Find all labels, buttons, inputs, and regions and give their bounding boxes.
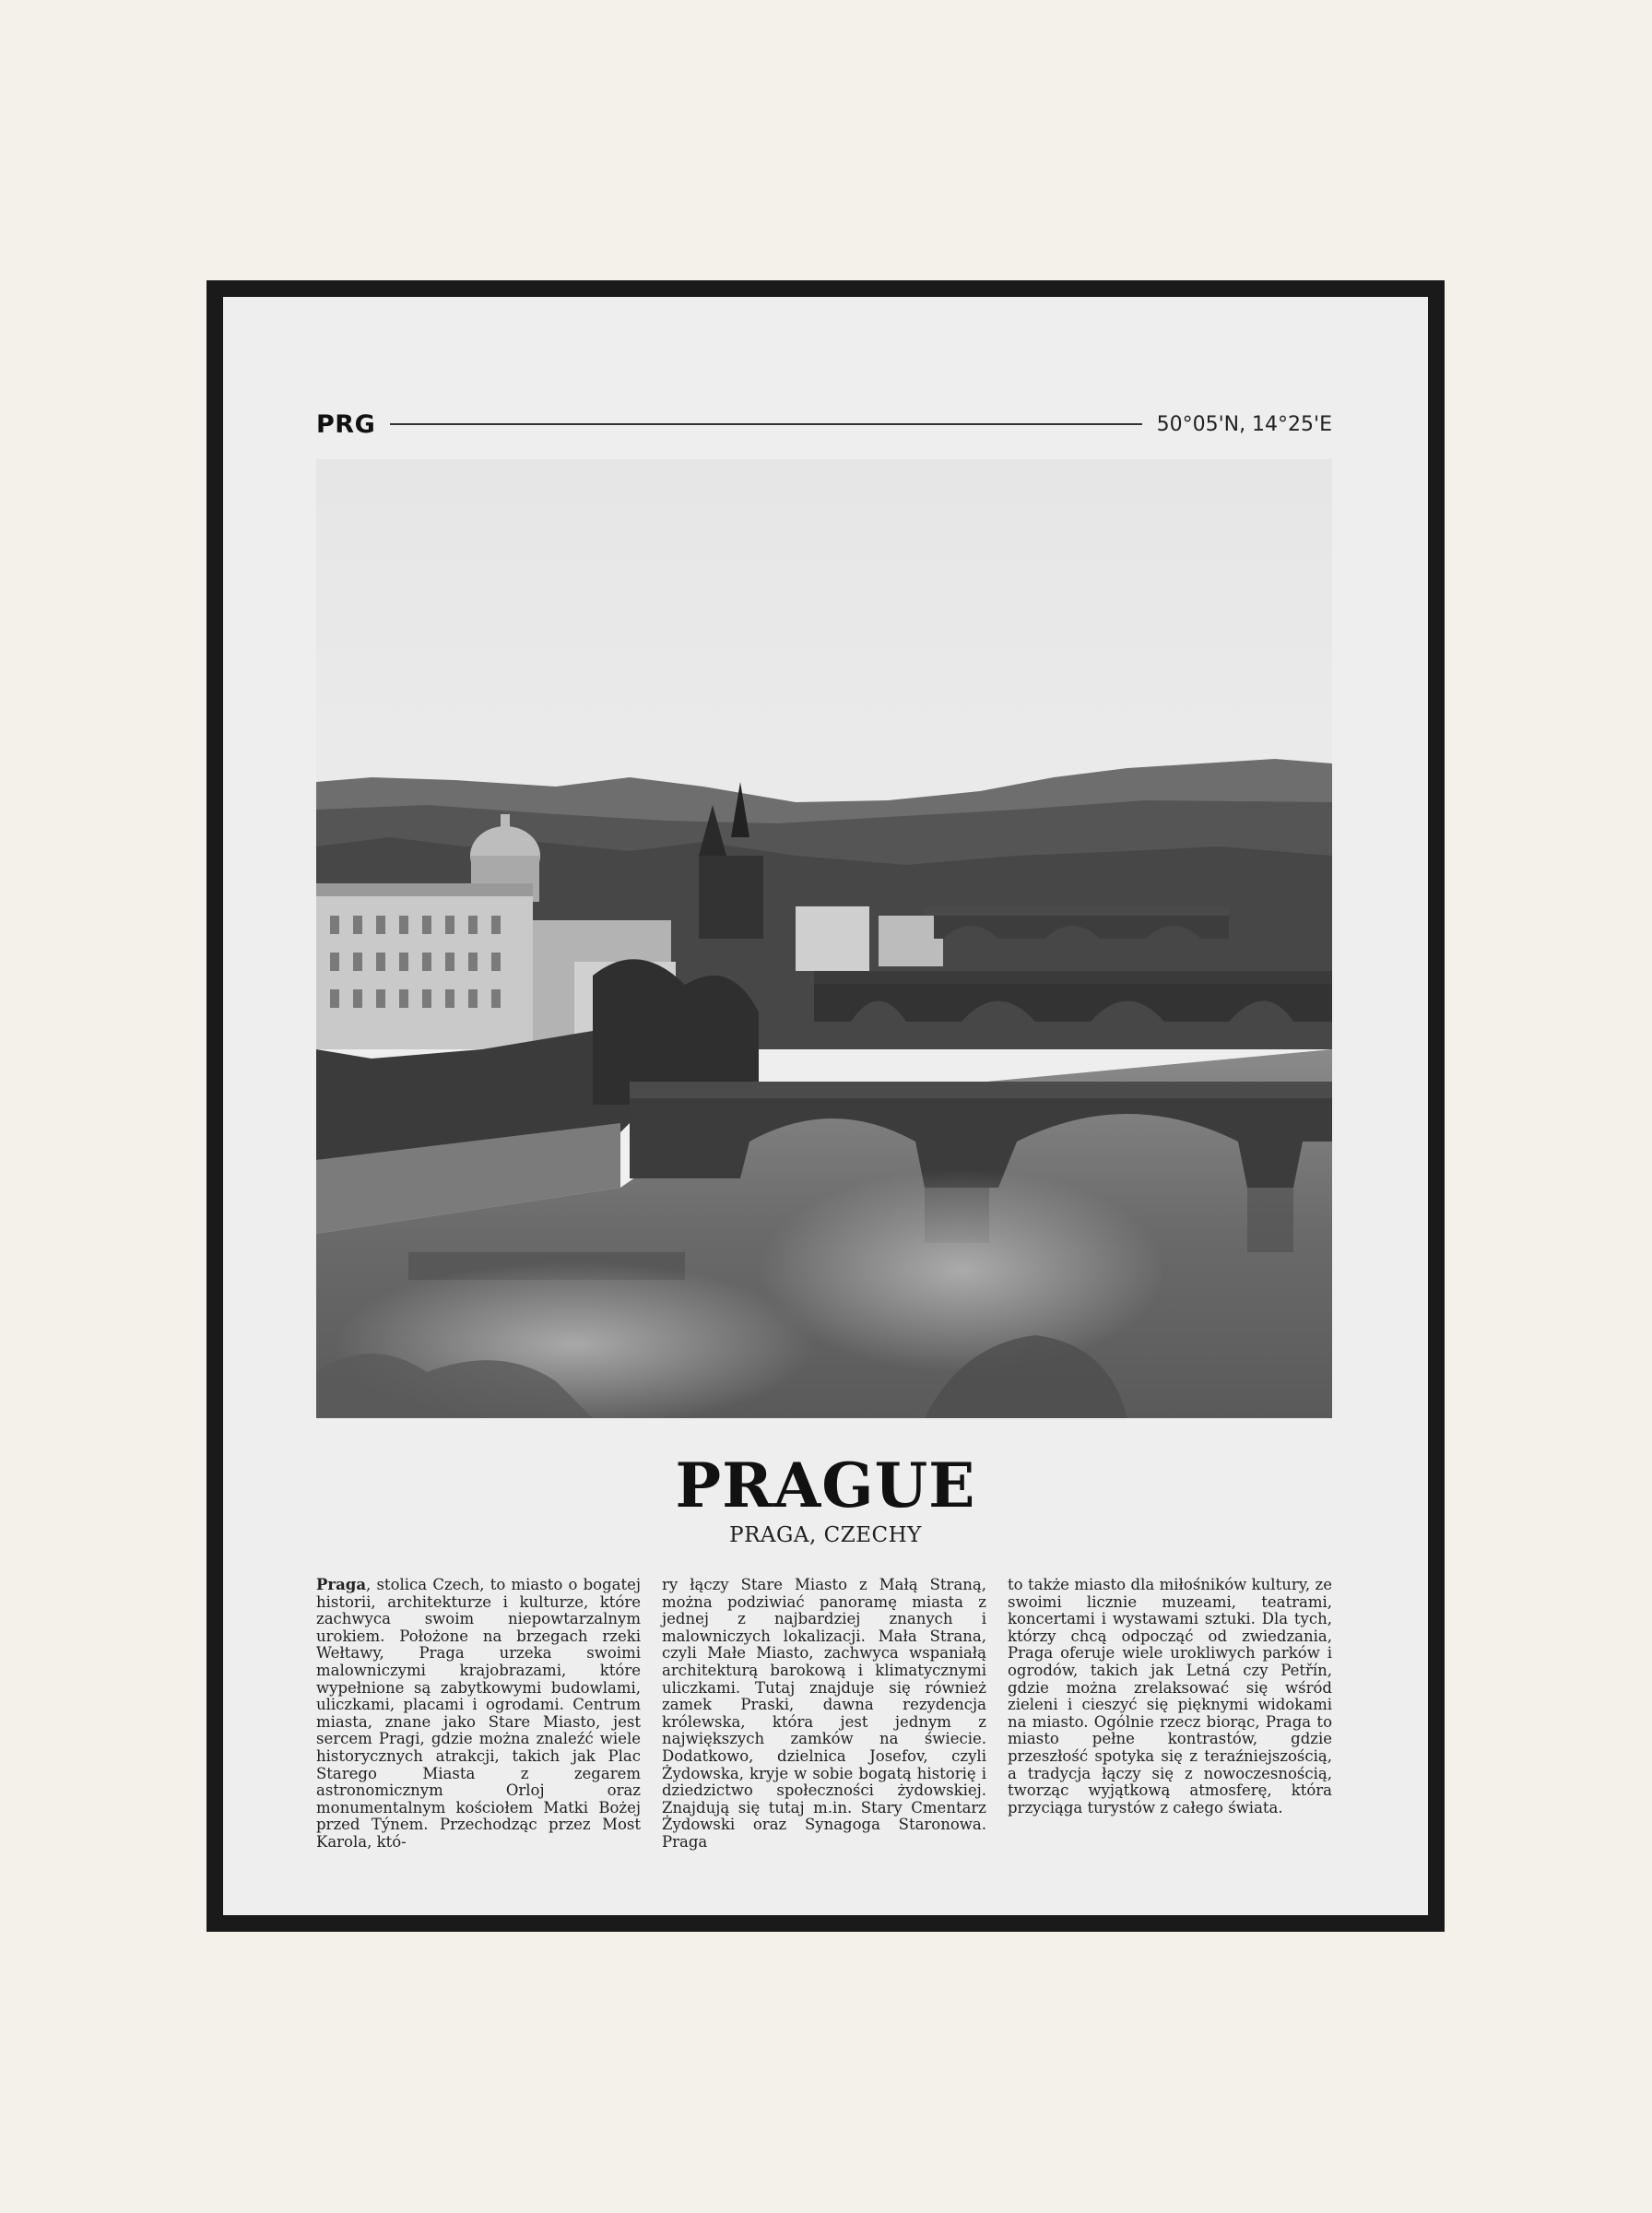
description-lead: Praga: [316, 1576, 367, 1593]
header-rule: [390, 423, 1141, 425]
city-title: PRAGUE: [675, 1450, 976, 1521]
city-subtitle: PRAGA, CZECHY: [729, 1523, 922, 1547]
city-code: PRG: [316, 409, 376, 439]
poster-header: [316, 406, 1332, 443]
city-photo: [316, 459, 1332, 1418]
description-text-1: , stolica Czech, to miasto o bogatej historii, architekturze i kulturze, które zachwyca swoim niepowtarzalnym urokiem. Położone na brzegach rzeki Wełtawy, Praga urzeka swoimi malowniczymi krajobrazami, które wypełnione są zabytkowymi budowlami, uliczkami, placami i ogrodami. Centrum miasta, znane jako Stare Miasto, jest sercem Pragi, gdzie można znaleźć wiele historycznych atrakcji, takich jak Plac Starego Miasta z zegarem astronomicznym Orloj oraz monumentalnym kościołem Matki Bożej przed Týnem. Przechodząc przez Most Karola, któ-: [316, 1576, 641, 1851]
description-columns: [316, 1577, 1332, 1852]
description-column-1: [316, 1577, 641, 1852]
description-column-3: to także miasto dla miłośników kultury, ze swoimi licznie muzeami, teatrami, koncertami i wystawami sztuki. Dla tych, którzy chcą odpocząć od zwiedzania, Praga oferuje wiele urokliwych parków i ogrodów, takich jak Letná czy Petřín, gdzie można zrelaksować się wśród zieleni i cieszyć się pięknymi widokami na miasto. Ogólnie rzecz biorąc, Praga to miasto pełne kontrastów, gdzie przeszłość spotyka się z teraźniejszością, a tradycja łączy się z nowoczesnością, tworząc wyjątkową atmosferę, która przyciąga turystów z całego świata.: [1008, 1576, 1332, 1817]
prague-river-bridges-photo: [316, 459, 1332, 1418]
description-column-2: ry łączy Stare Miasto z Małą Straną, można podziwiać panoramę miasta z jednej z najbardziej znanych i malowniczych lokalizacji. Mała Strana, czyli Małe Miasto, zachwyca wspaniałą architekturą barokową i klimatycznymi uliczkami. Tutaj znajduje się również zamek Praski, dawna rezydencja królewska, która jest jednym z największych zamków na świecie. Dodatkowo, dzielnica Josefov, czyli Żydowska, kryje w sobie bogatą historię i dziedzictwo społeczności żydowskiej. Znajdują się tutaj m.in. Stary Cmentarz Żydowski oraz Synagoga Staronowa. Praga: [662, 1576, 986, 1851]
coordinates: 50°05'N, 14°25'E: [1156, 412, 1332, 436]
